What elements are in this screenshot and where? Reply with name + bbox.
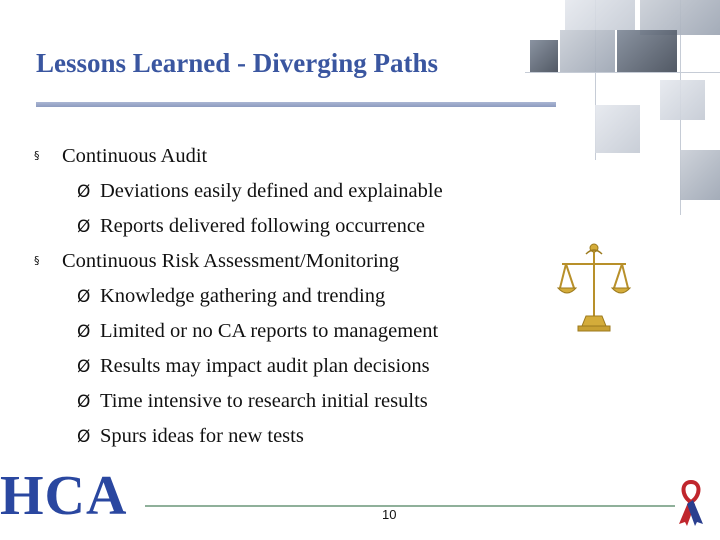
footer-rule <box>145 505 675 507</box>
page-number: 10 <box>382 507 397 522</box>
sub-bullet-text: Spurs ideas for new tests <box>100 425 304 447</box>
bullet-text: Continuous Risk Assessment/Monitoring <box>62 250 400 272</box>
collage-gridline <box>525 72 720 73</box>
photo-collage <box>525 0 720 215</box>
bullet-item <box>34 250 399 273</box>
sub-bullet-text: Reports delivered following occurrence <box>100 215 426 237</box>
arrow-bullet-icon: Ø <box>77 217 91 237</box>
sub-bullet-text: Results may impact audit plan decisions <box>100 355 430 377</box>
sub-bullet-item <box>77 215 425 238</box>
arrow-bullet-icon: Ø <box>77 322 91 342</box>
arrow-bullet-icon: Ø <box>77 182 91 202</box>
collage-photo <box>530 40 558 72</box>
arrow-bullet-icon: Ø <box>77 427 91 447</box>
collage-photo <box>660 80 705 120</box>
sub-bullet-item <box>77 390 428 413</box>
slide-title: Lessons Learned - Diverging Paths <box>36 48 439 78</box>
ribbon-icon <box>675 478 707 528</box>
sub-bullet-text: Limited or no CA reports to management <box>100 320 439 342</box>
title-underline <box>36 102 556 107</box>
sub-bullet-text: Deviations easily defined and explainable <box>100 180 443 202</box>
sub-bullet-item <box>77 180 443 203</box>
sub-bullet-item <box>77 285 385 308</box>
square-bullet-icon: § <box>34 149 40 162</box>
arrow-bullet-icon: Ø <box>77 357 91 377</box>
hca-logo: HCA <box>0 465 128 527</box>
collage-photo <box>680 150 720 200</box>
bullet-item <box>34 145 207 168</box>
sub-bullet-item <box>77 425 304 448</box>
collage-photo <box>595 105 640 153</box>
square-bullet-icon: § <box>34 254 40 267</box>
sub-bullet-text: Time intensive to research initial results <box>100 390 428 412</box>
collage-photo <box>565 0 635 30</box>
arrow-bullet-icon: Ø <box>77 392 91 412</box>
arrow-bullet-icon: Ø <box>77 287 91 307</box>
sub-bullet-item <box>77 355 430 378</box>
collage-photo <box>560 30 615 72</box>
bullet-text: Continuous Audit <box>62 145 208 167</box>
collage-photo <box>617 30 677 72</box>
sub-bullet-text: Knowledge gathering and trending <box>100 285 386 307</box>
scales-of-justice-icon <box>556 242 632 334</box>
sub-bullet-item <box>77 320 438 343</box>
